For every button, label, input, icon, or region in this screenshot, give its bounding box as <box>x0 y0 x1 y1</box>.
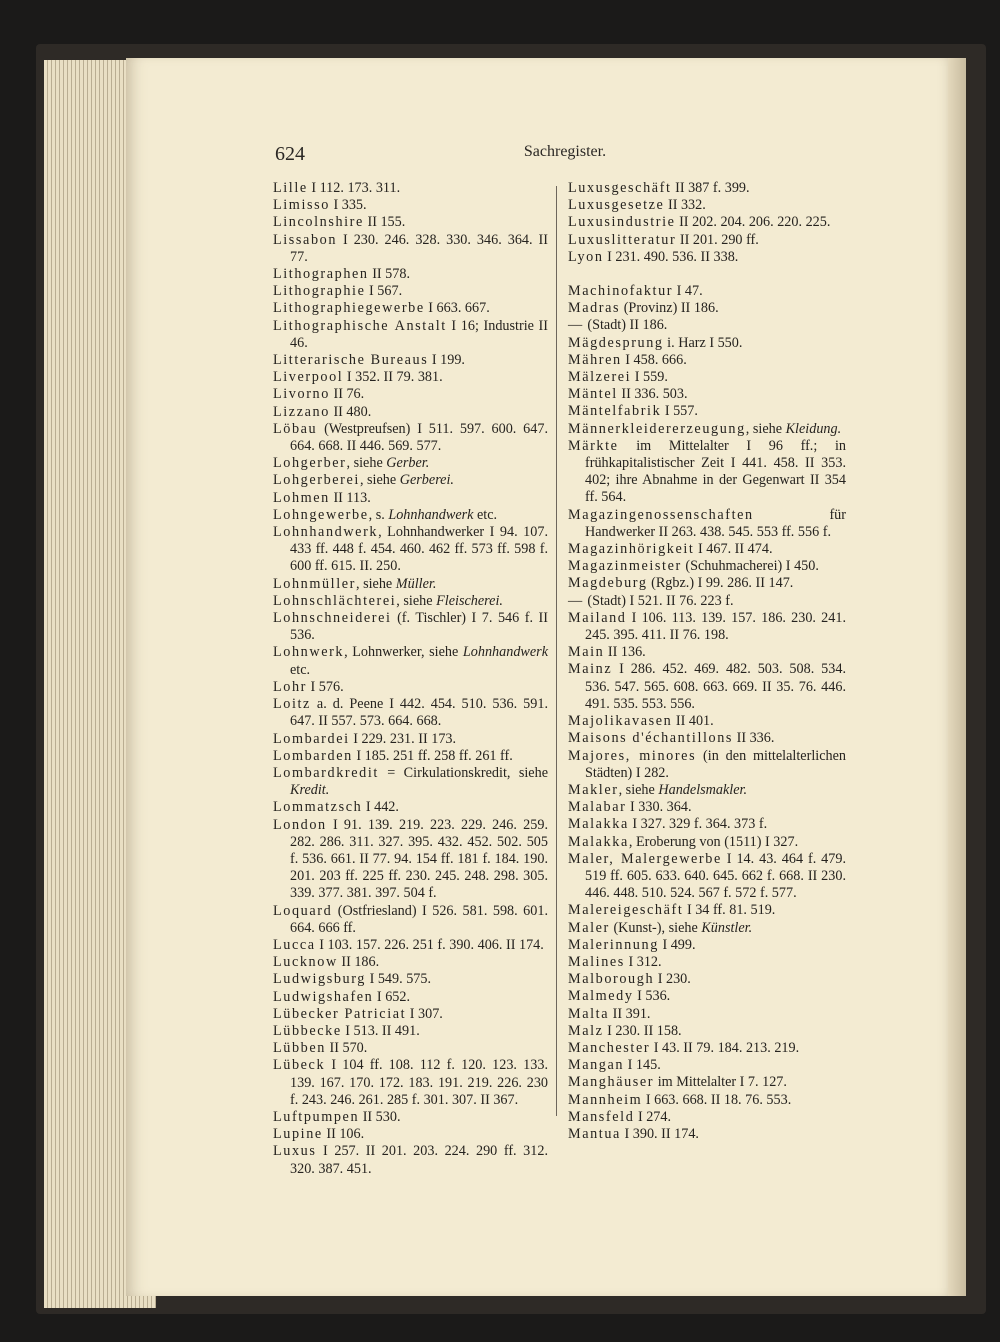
index-entry <box>568 782 846 799</box>
entry-keyword: Lübben <box>273 1040 326 1057</box>
entry-references: II 186. <box>337 954 380 971</box>
entry-keyword: Mälzerei <box>568 369 632 386</box>
entry-references: I 559. <box>631 369 668 386</box>
entry-keyword: Lombardkredit <box>273 764 379 781</box>
entry-keyword: Lübbecke <box>273 1022 342 1039</box>
index-entry <box>568 799 846 816</box>
entry-keyword: Lithographie <box>273 283 366 300</box>
entry-references: II 336. 503. <box>617 386 688 403</box>
entry-keyword: Makler <box>568 781 619 798</box>
entry-references: I 231. 490. 536. II 338. <box>603 248 739 265</box>
entry-keyword: Madras <box>568 300 621 317</box>
index-entry <box>273 369 548 386</box>
index-entry <box>568 1006 846 1023</box>
index-entry <box>273 644 548 678</box>
entry-references: I 499. <box>658 936 696 953</box>
entry-references: I 330. 364. <box>626 799 692 816</box>
entry-keyword: Luxusindustrie <box>568 214 676 231</box>
entry-references: I 230. <box>654 971 691 988</box>
index-entry <box>568 1074 846 1091</box>
entry-keyword: Lille <box>273 180 308 196</box>
entry-keyword: Machinofaktur <box>568 283 674 300</box>
entry-references: , siehe <box>346 455 387 472</box>
index-entry <box>568 902 846 919</box>
entry-references: I 112. 173. 311. <box>307 180 401 196</box>
entry-crossref: Müller. <box>395 575 437 592</box>
section-gap <box>568 266 846 283</box>
entry-keyword: Lohnwerk <box>273 644 345 661</box>
entry-references: I 91. 139. 219. 223. 229. 246. 259. 282. 286. 311. 327. 395. 432. 452. 502. 505 f. 536. 661. II 77. 94. 154 ff. 181 f. 184. 190. 201. 203 ff. 225 ff. 230. 245. 248. 298. 305. 339. 377. 381. 397. 504 f. <box>290 816 548 902</box>
entry-keyword: Lyon <box>568 248 604 265</box>
index-entry <box>273 903 548 937</box>
index-entry <box>273 954 548 971</box>
entry-keyword: Manghäuser <box>568 1074 655 1091</box>
entry-references: I 335. <box>329 197 367 214</box>
entry-references: (f. Tischler) I 7. 546 f. II 536. <box>290 610 548 644</box>
entry-keyword: Loitz <box>273 696 311 713</box>
entry-keyword: Ludwigsburg <box>273 971 367 988</box>
entry-keyword: Malabar <box>568 799 627 816</box>
index-entry <box>273 748 548 765</box>
entry-references: (Rgbz.) I 99. 286. II 147. <box>647 575 794 592</box>
entry-references: I 104 ff. 108. 112 f. 120. 123. 133. 139. 167. 170. 172. 183. 191. 219. 226. 230 f. 243. 246. 261. 285 f. 301. 307. II 367. <box>290 1057 548 1108</box>
entry-references: a. d. Peene I 442. 454. 510. 536. 591. 647. II 557. 573. 664. 668. <box>290 696 548 730</box>
entry-references: , siehe <box>618 781 659 798</box>
index-entry <box>568 352 846 369</box>
index-entry <box>273 1006 548 1023</box>
entry-keyword: Lohgerber <box>273 455 347 472</box>
index-entry <box>568 249 846 266</box>
entry-references: , Lohnhandwerker I 94. 107. 433 ff. 448 f. 454. 460. 462 ff. 573 ff. 598 f. 600 ff. 615. II. 250. <box>290 524 548 575</box>
entry-references: I 14. 43. 464 f. 479. 519 ff. 605. 633. 640. 645. 662 f. 668. II 230. 446. 448. 510. 524. 567 f. 572 f. 577. <box>585 850 847 902</box>
entry-crossref: Fleischerei. <box>436 592 503 609</box>
entry-references: (Kunst-), siehe <box>609 919 702 936</box>
index-entry <box>273 283 548 300</box>
index-entry <box>273 318 548 352</box>
entry-keyword: Luxuslitteratur <box>568 231 677 248</box>
entry-keyword: Lohnschlächterei <box>273 592 397 609</box>
entry-references: II 113. <box>329 489 371 506</box>
entry-references: , Lohnwerker, siehe <box>344 644 463 661</box>
index-entry <box>568 386 846 403</box>
entry-references: für Handwerker II 263. 438. 545. 553 ff. 556 f. <box>585 506 846 540</box>
index-entry <box>273 1057 548 1109</box>
entry-references: I 390. II 174. <box>620 1125 699 1142</box>
entry-keyword: Mantua <box>568 1125 621 1142</box>
entry-references: I 286. 452. 469. 482. 503. 508. 534. 536. 547. 565. 608. 663. 669. II 35. 76. 446. 491. 535. 553. 556. <box>585 661 846 712</box>
entry-keyword: Lithographen <box>273 266 369 283</box>
entry-crossref: Kredit. <box>290 782 330 799</box>
index-entry <box>568 421 846 438</box>
entry-keyword: Majolikavasen <box>568 713 673 730</box>
entry-keyword: Magazingenossenschaften <box>568 506 754 523</box>
entry-keyword: Luftpumpen <box>273 1108 360 1125</box>
index-entry <box>273 1143 548 1177</box>
index-entry <box>273 472 548 489</box>
index-entry <box>568 937 846 954</box>
index-entry <box>568 593 846 610</box>
entry-crossref: Kleidung. <box>785 420 842 437</box>
index-entry <box>568 369 846 386</box>
entry-references: I 34 ff. 81. 519. <box>683 902 776 919</box>
index-entry <box>273 1040 548 1057</box>
entry-references: im Mittelalter I 7. 127. <box>654 1074 787 1091</box>
entry-keyword: Lohngewerbe <box>273 506 369 523</box>
index-entry <box>568 730 846 747</box>
entry-keyword: Lombardei <box>273 730 350 747</box>
entry-references: (in den mittelalterlichen Städten) I 282. <box>585 747 846 781</box>
entry-keyword: Lohnhandwerk <box>273 524 379 541</box>
index-entry <box>273 507 548 524</box>
entry-references: (Stadt) II 186. <box>583 317 668 334</box>
entry-keyword: London <box>273 816 327 833</box>
entry-keyword: Lübeck <box>273 1057 326 1074</box>
entry-keyword: Mansfeld <box>568 1108 635 1125</box>
index-entry <box>568 954 846 971</box>
entry-references: (Ostfriesland) I 526. 581. 598. 601. 664. 666 ff. <box>290 902 548 936</box>
index-column-left <box>273 180 548 1178</box>
entry-keyword: Mailand <box>568 609 627 626</box>
index-entry <box>568 644 846 661</box>
entry-keyword: — <box>568 592 584 609</box>
index-entry <box>568 1057 846 1074</box>
entry-keyword: Mangan <box>568 1057 625 1074</box>
entry-keyword: Luxusgeschäft <box>568 180 672 196</box>
entry-keyword: Malz <box>568 1022 604 1039</box>
entry-keyword: Mainz <box>568 661 613 678</box>
index-entry <box>568 232 846 249</box>
entry-references: I 106. 113. 139. 157. 186. 230. 241. 245. 395. 411. II 76. 198. <box>585 609 846 644</box>
entry-keyword: Malines <box>568 953 625 970</box>
entry-keyword: Luxusgesetze <box>568 197 665 214</box>
entry-references: I 567. <box>365 283 403 300</box>
entry-keyword: Malborough <box>568 971 655 988</box>
entry-keyword: Malakka <box>568 816 629 833</box>
running-title: Sachregister. <box>523 143 607 160</box>
entry-references: I 103. 157. 226. 251 f. 390. 406. II 174. <box>315 936 544 953</box>
entry-keyword: Loquard <box>273 902 333 919</box>
index-entry <box>568 575 846 592</box>
entry-keyword: Lommatzsch <box>273 799 363 816</box>
entry-references: (Provinz) II 186. <box>620 300 719 317</box>
entry-references: (Westpreufsen) I 511. 597. 600. 647. 664. 668. II 446. 569. 577. <box>290 420 548 455</box>
entry-references: I 307. <box>406 1005 443 1022</box>
index-entry <box>568 335 846 352</box>
entry-keyword: Magazinmeister <box>568 558 682 575</box>
entry-references: I 442. <box>362 799 399 816</box>
index-entry <box>273 197 548 214</box>
entry-keyword: Limisso <box>273 197 330 214</box>
entry-keyword: Lithographiegewerbe <box>273 300 425 317</box>
entry-references: I 230. 246. 328. 330. 346. 364. II 77. <box>290 231 548 265</box>
entry-keyword: Lombarden <box>273 747 353 764</box>
entry-keyword: Lucca <box>273 936 316 953</box>
entry-references: I 327. 329 f. 364. 373 f. <box>628 816 768 833</box>
entry-keyword: Magdeburg <box>568 575 648 592</box>
entry-references: I 185. 251 ff. 258 ff. 261 ff. <box>352 747 513 764</box>
entry-references: II 391. <box>609 1005 651 1022</box>
entry-keyword: Ludwigshafen <box>273 988 374 1005</box>
index-entry <box>568 1126 846 1143</box>
entry-keyword: Mannheim <box>568 1091 643 1108</box>
index-entry <box>568 748 846 782</box>
index-entry <box>568 713 846 730</box>
entry-keyword: Märkte <box>568 437 619 454</box>
index-entry <box>273 214 548 231</box>
index-entry <box>568 197 846 214</box>
index-entry <box>273 300 548 317</box>
index-entry <box>273 576 548 593</box>
entry-keyword: Lohr <box>273 678 307 695</box>
entry-references: , siehe <box>396 592 437 609</box>
index-entry <box>568 438 846 507</box>
index-entry <box>568 1109 846 1126</box>
entry-crossref: Gerber. <box>386 455 430 472</box>
page-gutter <box>948 58 966 1296</box>
entry-references: I 274. <box>634 1108 672 1125</box>
entry-references: I 549. 575. <box>366 971 432 988</box>
entry-references: I 229. 231. II 173. <box>349 730 457 747</box>
entry-references: I 145. <box>624 1057 661 1074</box>
column-divider <box>556 186 557 1116</box>
entry-references: I 312. <box>624 953 662 970</box>
index-entry <box>568 1040 846 1057</box>
entry-references: , s. <box>368 506 389 523</box>
page-number: 624 <box>275 143 305 165</box>
entry-references: I 652. <box>373 988 411 1005</box>
index-entry <box>273 352 548 369</box>
entry-references: II 202. 204. 206. 220. 225. <box>675 214 831 231</box>
entry-keyword: Livorno <box>273 386 330 403</box>
entry-references: I 43. II 79. 184. 213. 219. <box>650 1039 800 1056</box>
index-entry <box>273 180 548 197</box>
index-entry <box>568 988 846 1005</box>
entry-keyword: Liverpool <box>273 369 344 386</box>
entry-keyword: — <box>568 317 584 334</box>
index-entry <box>273 765 548 799</box>
entry-keyword: Lincolnshire <box>273 214 364 231</box>
index-entry <box>273 799 548 816</box>
entry-keyword: Malakka <box>568 833 629 850</box>
index-entry <box>568 283 846 300</box>
entry-keyword: Lucknow <box>273 954 338 971</box>
entry-keyword: Malereigeschäft <box>568 902 684 919</box>
index-entry <box>273 524 548 576</box>
index-entry <box>568 403 846 420</box>
entry-references: II 76. <box>329 386 365 403</box>
entry-keyword: Lohnschneiderei <box>273 610 392 627</box>
index-entry <box>273 971 548 988</box>
entry-references: II 136. <box>604 644 646 661</box>
entry-references: im Mittelalter I 96 ff.; in frühkapitalistischer Zeit I 441. 458. II 353. 402; ihre Abnahme in der Gegenwart II 354 ff. 564. <box>585 437 846 506</box>
entry-references: , Eroberung von (1511) I 327. <box>628 833 799 850</box>
index-entry <box>568 507 846 541</box>
entry-keyword: Lübecker Patriciat <box>273 1005 407 1022</box>
entry-crossref: Künstler. <box>701 919 753 936</box>
index-entry <box>273 593 548 610</box>
index-entry <box>568 541 846 558</box>
entry-references: (Schuhmacherei) I 450. <box>681 558 819 575</box>
entry-keyword: Maler, Malergewerbe <box>568 850 722 867</box>
entry-references: II 332. <box>664 197 706 214</box>
entry-references: = Cirkulationskredit, siehe <box>378 764 548 781</box>
index-entry <box>273 1109 548 1126</box>
entry-references: II 578. <box>368 266 411 283</box>
index-entry <box>273 421 548 455</box>
entry-keyword: Main <box>568 644 605 661</box>
index-entry <box>273 1023 548 1040</box>
entry-references: I 257. II 201. 203. 224. 290 ff. 312. 320. 387. 451. <box>290 1143 548 1177</box>
entry-references: I 663. 668. II 18. 76. 553. <box>642 1091 792 1108</box>
entry-keyword: Lissabon <box>273 231 338 248</box>
entry-keyword: Malmedy <box>568 988 634 1005</box>
entry-references: I 557. <box>661 403 698 420</box>
entry-references: II 480. <box>329 403 372 420</box>
entry-keyword: Lohgerberei <box>273 472 360 489</box>
index-entry <box>568 180 846 197</box>
entry-references: i. Harz I 550. <box>663 334 743 351</box>
index-entry <box>273 1126 548 1143</box>
entry-references: I 576. <box>306 678 344 695</box>
entry-keyword: Lohnmüller <box>273 575 356 592</box>
entry-keyword: Männerkleidererzeugung <box>568 420 746 437</box>
entry-keyword: Lohmen <box>273 489 330 506</box>
index-entry <box>568 661 846 713</box>
entry-tail: etc. <box>290 661 311 678</box>
entry-keyword: Maisons d'échantillons <box>568 730 734 747</box>
entry-tail: etc. <box>473 506 498 523</box>
index-entry <box>273 455 548 472</box>
entry-references: I 467. II 474. <box>694 541 773 558</box>
entry-keyword: Mägdesprung <box>568 334 664 351</box>
entry-references: (Stadt) I 521. II 76. 223 f. <box>583 592 734 609</box>
index-entry <box>568 300 846 317</box>
index-entry <box>568 558 846 575</box>
index-entry <box>273 266 548 283</box>
entry-crossref: Lohnhandwerk <box>462 644 548 661</box>
index-entry <box>273 937 548 954</box>
entry-references: , siehe <box>359 472 400 489</box>
entry-crossref: Gerberei. <box>399 472 454 489</box>
entry-keyword: Magazinhörigkeit <box>568 541 695 558</box>
index-entry <box>273 989 548 1006</box>
index-entry <box>568 816 846 833</box>
entry-references: I 536. <box>633 988 671 1005</box>
entry-keyword: Luxus <box>273 1143 317 1160</box>
index-entry <box>568 610 846 644</box>
entry-keyword: Majores, minores <box>568 747 697 764</box>
index-column-right <box>568 180 846 1143</box>
index-entry <box>568 1092 846 1109</box>
entry-references: II 201. 290 ff. <box>676 231 759 248</box>
entry-keyword: Malta <box>568 1005 610 1022</box>
index-entry <box>273 679 548 696</box>
entry-references: I 663. 667. <box>424 300 490 317</box>
entry-references: , siehe <box>355 575 396 592</box>
index-entry <box>273 731 548 748</box>
entry-references: I 16; Industrie II 46. <box>290 317 548 351</box>
index-entry <box>273 386 548 403</box>
entry-references: II 155. <box>363 214 406 231</box>
index-entry <box>273 232 548 266</box>
entry-keyword: Manchester <box>568 1039 651 1056</box>
entry-keyword: Mäntelfabrik <box>568 403 662 420</box>
entry-keyword: Malerinnung <box>568 936 659 953</box>
index-entry <box>568 214 846 231</box>
entry-references: II 570. <box>325 1040 368 1057</box>
entry-references: I 47. <box>673 283 703 300</box>
entry-references: II 336. <box>733 730 775 747</box>
index-entry <box>568 834 846 851</box>
entry-keyword: Litterarische Bureaus <box>273 352 429 369</box>
entry-keyword: Löbau <box>273 420 318 437</box>
entry-keyword: Mähren <box>568 351 622 368</box>
entry-references: II 387 f. 399. <box>671 180 750 196</box>
entry-references: II 106. <box>322 1126 365 1143</box>
entry-references: II 401. <box>672 713 714 730</box>
entry-references: II 530. <box>359 1108 401 1125</box>
entry-references: I 513. II 491. <box>341 1022 420 1039</box>
index-entry <box>273 490 548 507</box>
index-entry <box>568 851 846 903</box>
index-entry <box>273 610 548 644</box>
entry-references: I 458. 666. <box>621 351 687 368</box>
index-entry <box>273 404 548 421</box>
index-entry <box>273 817 548 903</box>
index-entry <box>273 696 548 730</box>
entry-keyword: Lizzano <box>273 403 330 420</box>
entry-references: , siehe <box>745 420 786 437</box>
entry-crossref: Handelsmakler. <box>658 781 748 798</box>
entry-keyword: Lupine <box>273 1126 323 1143</box>
index-entry <box>568 1023 846 1040</box>
entry-references: I 230. II 158. <box>603 1022 682 1039</box>
index-entry <box>568 920 846 937</box>
entry-keyword: Mäntel <box>568 386 618 403</box>
index-entry <box>568 317 846 334</box>
entry-references: I 352. II 79. 381. <box>343 369 443 386</box>
entry-references: I 199. <box>428 352 465 369</box>
entry-keyword: Lithographische Anstalt <box>273 317 447 334</box>
index-entry <box>568 971 846 988</box>
entry-crossref: Lohnhandwerk <box>388 506 474 523</box>
entry-keyword: Maler <box>568 919 610 936</box>
